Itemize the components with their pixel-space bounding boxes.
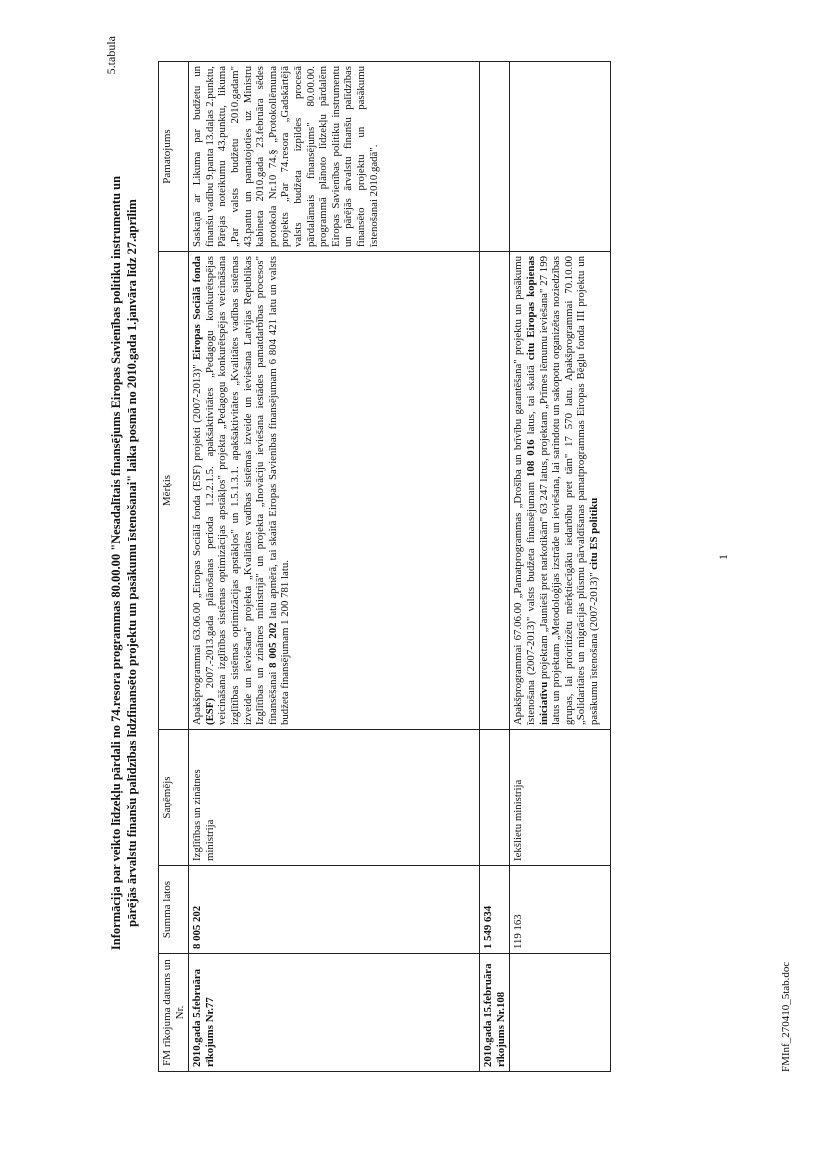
basis-cell: Saskaņā ar Likuma par budžetu un finanšu vadību 9.panta 13.daļas 2.punktu, Pārejas noteikumu 43.punktu, likuma „Par valsts budžetu 2010.gadam" 43.pantu un pamatojoties uz Ministru kabineta 2010.gada 23.februāra sēdes protokola Nr.10 74.§ „Protokollēmuma projekts „Par 74.resora „Gadskārtējā valsts budžeta izpildes procesā pārdalāmais finansējums" 80.00.00. programmā plānoto līdzekļu pārdalēm Eiropas Savienības politiku instrumentu un pārējās ārvalstu finanšu palīdzības finansēto projektu un pasākumu īstenošanai 2010.gadā". xyxy=(189,62,480,252)
purpose-text: 2007.-2013.gada plānošanas perioda 1.2.2.1.5. apakšaktivitātes „Pedagogu konkurētspējas veicināšana izglītības sistēmas optimizācijas apstākļos" projekta „Pedagogu konkurētspējas veicināšana izglītības sistēmas optimizācijas apstākļos" un 1.5.1.3.1. apakšaktivitātes „Kvalitātes vadības sistēmas izveide un ieviešana" projekta „Kvalitātes vadības sistēmas izveide un ieviešana Latvijas Republikas Izglītības un zinātnes ministrijā" un projekta „Inovāciju ieviešana iestādes pamatdarbības procesos" finansēšanai xyxy=(203,256,279,725)
purpose-amount: 108 016 xyxy=(524,439,537,477)
recipient-cell xyxy=(480,730,510,866)
recipient-cell: Izglītības un zinātnes ministrija xyxy=(189,730,480,866)
table-row xyxy=(510,62,611,1072)
sum-cell: 8 005 202 xyxy=(189,866,480,954)
header-row xyxy=(159,62,189,1072)
purpose-cell xyxy=(189,252,480,730)
sum-cell: 1 549 634 xyxy=(480,866,510,954)
purpose-amount: 8 005 202 xyxy=(266,622,279,668)
header-recipient: Saņēmējs xyxy=(159,730,189,866)
purpose-text: Apakšprogrammai 63.06.00 „Eiropas Sociālā fonda (ESF) projekti (2007-2013)" xyxy=(191,359,204,725)
purpose-cell xyxy=(480,252,510,730)
purpose-text: Apakšprogrammai 67.06.00 „Pamatprogrammas „Drošība un brīvību garantēšana" projektu un pasākumu īstenošana (2007-2013)" valsts budžeta finansējumam xyxy=(512,256,537,725)
page-number: 1 xyxy=(716,554,730,560)
basis-cell xyxy=(480,62,510,252)
order-cell xyxy=(510,954,611,1072)
header-order: FM rīkojuma datums un Nr. xyxy=(159,954,189,1072)
header-purpose: Mērķis xyxy=(159,252,189,730)
reallocation-table xyxy=(158,61,611,1072)
footer-filename: FMInf_270410_5tab.doc xyxy=(780,961,792,1072)
table-label: 5.tabula xyxy=(104,36,118,75)
table-row xyxy=(480,62,510,1072)
sum-cell: 119 163 xyxy=(510,866,611,954)
purpose-bold: citu ES politiku xyxy=(587,497,600,570)
title-line-1: Informācija par veikto līdzekļu pārdali no 74.resora programmas 80.00.00 "Nesadalītais finansējums Eiropas Savienības politiku instrumentu un xyxy=(109,175,123,951)
basis-cell xyxy=(510,62,611,252)
purpose-text: latus, tai skaitā xyxy=(524,360,537,440)
header-sum: Summa latos xyxy=(159,866,189,954)
recipient-cell: Iekšlietu ministrija xyxy=(510,730,611,866)
purpose-bold: Eiropas Sociālā fonda (ESF) xyxy=(191,256,216,725)
order-cell: 2010.gada 5.februāra rīkojums Nr.77 xyxy=(189,954,480,1072)
page-title xyxy=(108,58,140,1068)
purpose-cell xyxy=(510,252,611,730)
purpose-text: latu apmērā, tai skaitā Eiropas Savienības finansējumam 6 804 421 latu un valsts budžeta finansējumam 1 200 781 latu. xyxy=(266,256,292,725)
purpose-text: projektam „Jaunieši pret narkotikām" 63 247 latus, projektam „Prīmes lēmumu ieviešana" 27 199 latus un projektam „Metodoloģijas izstrāde un ieviešana, lai sarindotu un sakopotu organizētas noziedzības grupas, lai prioritizētu mērķtiecīgāku iedarbību pret tām" 17 570 latu. Apakšprogrammai 70.10.00 „Solidaritātes un migrācijas plūsmu pārvaldīšanas pamatprogrammas Eiropas Bēgļu fonda III projektu un pasākumu īstenošana (2007-2013)" xyxy=(537,256,600,725)
purpose-bold: citu Eiropas kopienas iniciatīvu xyxy=(524,256,550,725)
order-cell: 2010.gada 15.februāra rīkojums Nr.108 xyxy=(480,954,510,1072)
table-row xyxy=(189,62,480,1072)
title-line-2: pārējās ārvalstu finanšu palīdzības līdzfinansēto projektu un pasākumu īstenošanai" laika posmā no 2010.gada 1.janvāra līdz 27.aprīlim xyxy=(125,199,139,927)
header-basis: Pamatojums xyxy=(159,62,189,252)
